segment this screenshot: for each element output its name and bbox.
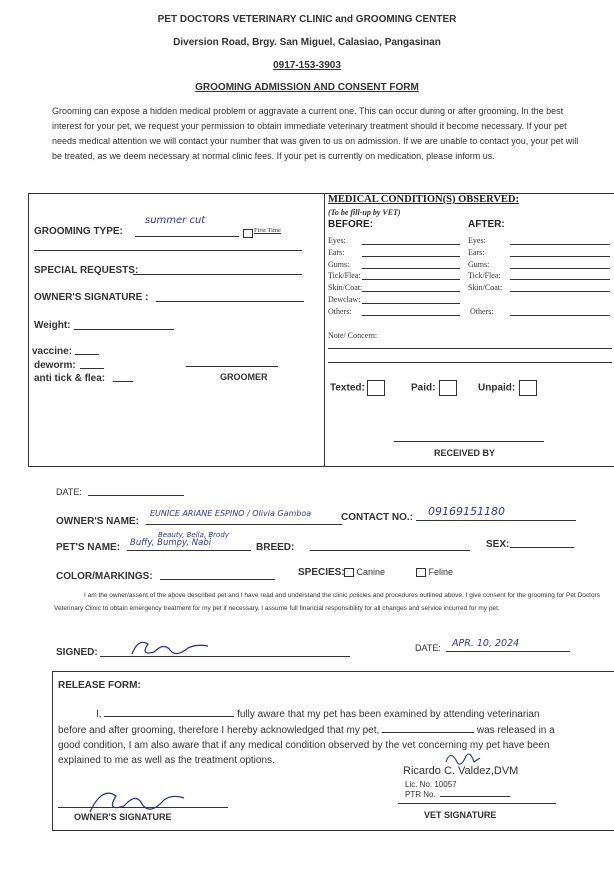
grooming-type-line [135, 236, 239, 237]
consent-date-line[interactable] [446, 651, 570, 652]
release-title: RELEASE FORM: [58, 680, 141, 691]
owner-name-label: OWNER'S NAME: [56, 516, 139, 527]
clinic-address: Diversion Road, Brgy. San Miguel, Calasiao, Pangasinan [173, 37, 441, 48]
vet-ptr-no: PTR No. [405, 790, 436, 799]
section-divider [324, 193, 325, 467]
breed-line[interactable] [310, 550, 470, 551]
anti-tick-line[interactable] [113, 381, 133, 382]
release-name-line[interactable] [104, 716, 234, 717]
before-item-label: Others: [328, 307, 352, 316]
anti-tick-label: anti tick & flea: [34, 373, 106, 384]
paid-label: Paid: [411, 382, 436, 394]
pet-name-label: PET'S NAME: [56, 542, 121, 553]
pet-name-line[interactable] [127, 550, 251, 551]
feline-label: Feline [428, 567, 454, 577]
ptr-line[interactable] [440, 796, 510, 797]
sex-label: SEX: [486, 539, 510, 550]
unpaid-label: Unpaid: [478, 382, 516, 394]
weight-label: Weight: [34, 320, 71, 331]
received-by-line[interactable] [394, 441, 544, 442]
clinic-phone: 0917-153-3903 [273, 60, 341, 71]
release-pet-line[interactable] [382, 732, 474, 733]
vet-signature-scribble [440, 748, 490, 778]
owner-name-value[interactable]: EUNICE ARIANE ESPINO / Olivia Gamboa [150, 509, 312, 518]
after-item-line[interactable] [510, 291, 610, 292]
release-line1-prefix: I, [96, 709, 102, 720]
medical-title: MEDICAL CONDITION(S) OBSERVED: [328, 194, 519, 205]
release-owner-signature-label: OWNER'S SIGNATURE [74, 812, 172, 822]
date-label: DATE: [56, 487, 82, 497]
grooming-type-value[interactable]: summer cut [145, 215, 206, 226]
groomer-line[interactable] [186, 366, 278, 367]
grooming-type-label: GROOMING TYPE: [34, 226, 123, 237]
note-concern-label: Note/ Concern: [328, 331, 378, 340]
contact-line[interactable] [416, 520, 576, 521]
release-line2-prefix: before and after grooming, therefore I hereby acknowledged that my pet, [58, 725, 380, 736]
before-item-line[interactable] [362, 303, 460, 304]
release-line1-suffix: fully aware that my pet has been examined by attending veterinarian [237, 709, 540, 720]
unpaid-checkbox[interactable] [519, 380, 537, 396]
before-item-line[interactable] [362, 256, 460, 257]
feline-option[interactable] [416, 567, 453, 577]
owner-signature-scribble-top [124, 634, 214, 664]
before-item-label: Ears: [328, 248, 345, 257]
vet-lic-no: Lic. No. 10057 [405, 780, 457, 789]
consent-text: I am the owner/assent of the above described pet and I have read and understand the clinic policies and procedures outlined above. I give consent for the grooming for Pet Doctors Veterinary Clinic to obtain emergency treatment for my pet if necessary. I assume full financial responsibility for all changes and service incurred for my pet. [54, 592, 600, 612]
owner-signature-line[interactable] [156, 301, 304, 302]
clinic-name: PET DOCTORS VETERINARY CLINIC and GROOMING CENTER [157, 14, 457, 25]
before-item-line[interactable] [362, 244, 460, 245]
date-line[interactable] [88, 495, 184, 496]
special-requests-line[interactable] [133, 274, 302, 275]
vet-name: Ricardo C. Valdez,DVM [403, 765, 519, 777]
after-item-label: Others: [470, 307, 494, 316]
color-markings-label: COLOR/MARKINGS: [56, 571, 153, 582]
texted-field[interactable] [330, 380, 385, 396]
canine-label: Canine [356, 567, 386, 577]
contact-label: CONTACT NO.: [341, 512, 414, 523]
unpaid-field[interactable] [478, 380, 537, 396]
groomer-label: GROOMER [220, 372, 268, 382]
vet-signature-line[interactable] [398, 803, 556, 804]
grooming-extra-line [34, 250, 302, 251]
note-line-2[interactable] [328, 362, 612, 363]
color-markings-line[interactable] [160, 579, 275, 580]
species-label: SPECIES: [298, 567, 345, 578]
after-item-label: Eyes: [468, 236, 486, 245]
before-item-label: Skin/Coat: [328, 283, 363, 292]
after-item-label: Tick/Flea: [468, 271, 501, 280]
sex-line[interactable] [510, 547, 574, 548]
after-item-label: Gums: [468, 260, 490, 269]
breed-label: BREED: [256, 542, 295, 553]
after-item-line[interactable] [510, 244, 610, 245]
received-by-label: RECEIVED BY [434, 448, 496, 458]
release-line2-suffix: was released in a [476, 725, 555, 736]
deworm-line[interactable] [80, 368, 104, 369]
release-line-4: explained to me as well as the treatment options. [58, 755, 275, 766]
intro-paragraph: Grooming can expose a hidden medical problem or aggravate a current one. This can occur during or after grooming. In the best interest for your pet, we request your permission to obtain immediate veterinary treatment should it become necessary. If your pet needs medical attention we will contact your number that was given to us on admission. If we are unable to contact you, your pet will be treated, as we deem necessary at normal clinic fees. If your pet is currently on medication, please inform us. [52, 106, 579, 161]
first-time-checkbox[interactable] [243, 225, 253, 243]
release-line-3: good condition, I am also aware that if any medical condition observed by the vet concerning my pet have been [58, 740, 550, 751]
owner-name-line[interactable] [146, 524, 342, 525]
form-title: GROOMING ADMISSION AND CONSENT FORM [195, 82, 419, 93]
consent-date-label: DATE: [415, 643, 441, 653]
consent-date-value[interactable]: APR. 10, 2024 [452, 638, 520, 649]
before-item-line[interactable] [362, 268, 460, 269]
after-item-line[interactable] [510, 315, 610, 316]
owner-signature-label: OWNER'S SIGNATURE : [34, 292, 149, 303]
release-owner-signature-line[interactable] [58, 807, 228, 808]
release-line-2 [58, 725, 555, 736]
contact-value[interactable]: 09169151180 [428, 505, 505, 518]
after-item-line[interactable] [510, 256, 610, 257]
after-item-label: Skin/Coat: [468, 283, 503, 292]
before-item-label: Eyes: [328, 236, 346, 245]
before-item-line[interactable] [362, 291, 460, 292]
vaccine-label: vaccine: [32, 346, 73, 357]
pet-name-value[interactable]: Buffy, Bumpy, Nabi [130, 538, 212, 548]
deworm-label: deworm: [34, 360, 76, 371]
vet-signature-label: VET SIGNATURE [424, 810, 497, 820]
before-item-label: Tick/Flea: [328, 271, 361, 280]
first-time-label: First Time [254, 227, 281, 234]
texted-label: Texted: [330, 382, 365, 394]
after-item-label: Ears: [468, 248, 485, 257]
medical-subtitle: (To be fill-up by VET) [328, 208, 401, 217]
texted-checkbox[interactable] [367, 380, 385, 396]
vaccine-line[interactable] [75, 354, 99, 355]
pet-names-top: Beauty, Bella, Brody [158, 531, 229, 539]
special-requests-label: SPECIAL REQUESTS: [34, 265, 139, 276]
canine-checkbox[interactable] [344, 568, 354, 577]
before-item-line[interactable] [362, 279, 460, 280]
weight-line[interactable] [74, 329, 174, 330]
canine-option[interactable] [344, 567, 385, 577]
after-item-line[interactable] [510, 279, 610, 280]
feline-checkbox[interactable] [416, 568, 426, 577]
before-item-label: Gums: [328, 260, 350, 269]
paid-checkbox[interactable] [439, 380, 457, 396]
after-label: AFTER: [468, 219, 505, 230]
before-item-label: Dewclaw: [328, 295, 361, 304]
release-line-1 [96, 709, 540, 720]
after-item-line[interactable] [510, 268, 610, 269]
before-label: BEFORE: [328, 219, 373, 230]
before-item-line[interactable] [362, 315, 460, 316]
note-line-1[interactable] [328, 348, 612, 349]
signed-label: SIGNED: [56, 647, 98, 658]
paid-field[interactable] [411, 380, 457, 396]
